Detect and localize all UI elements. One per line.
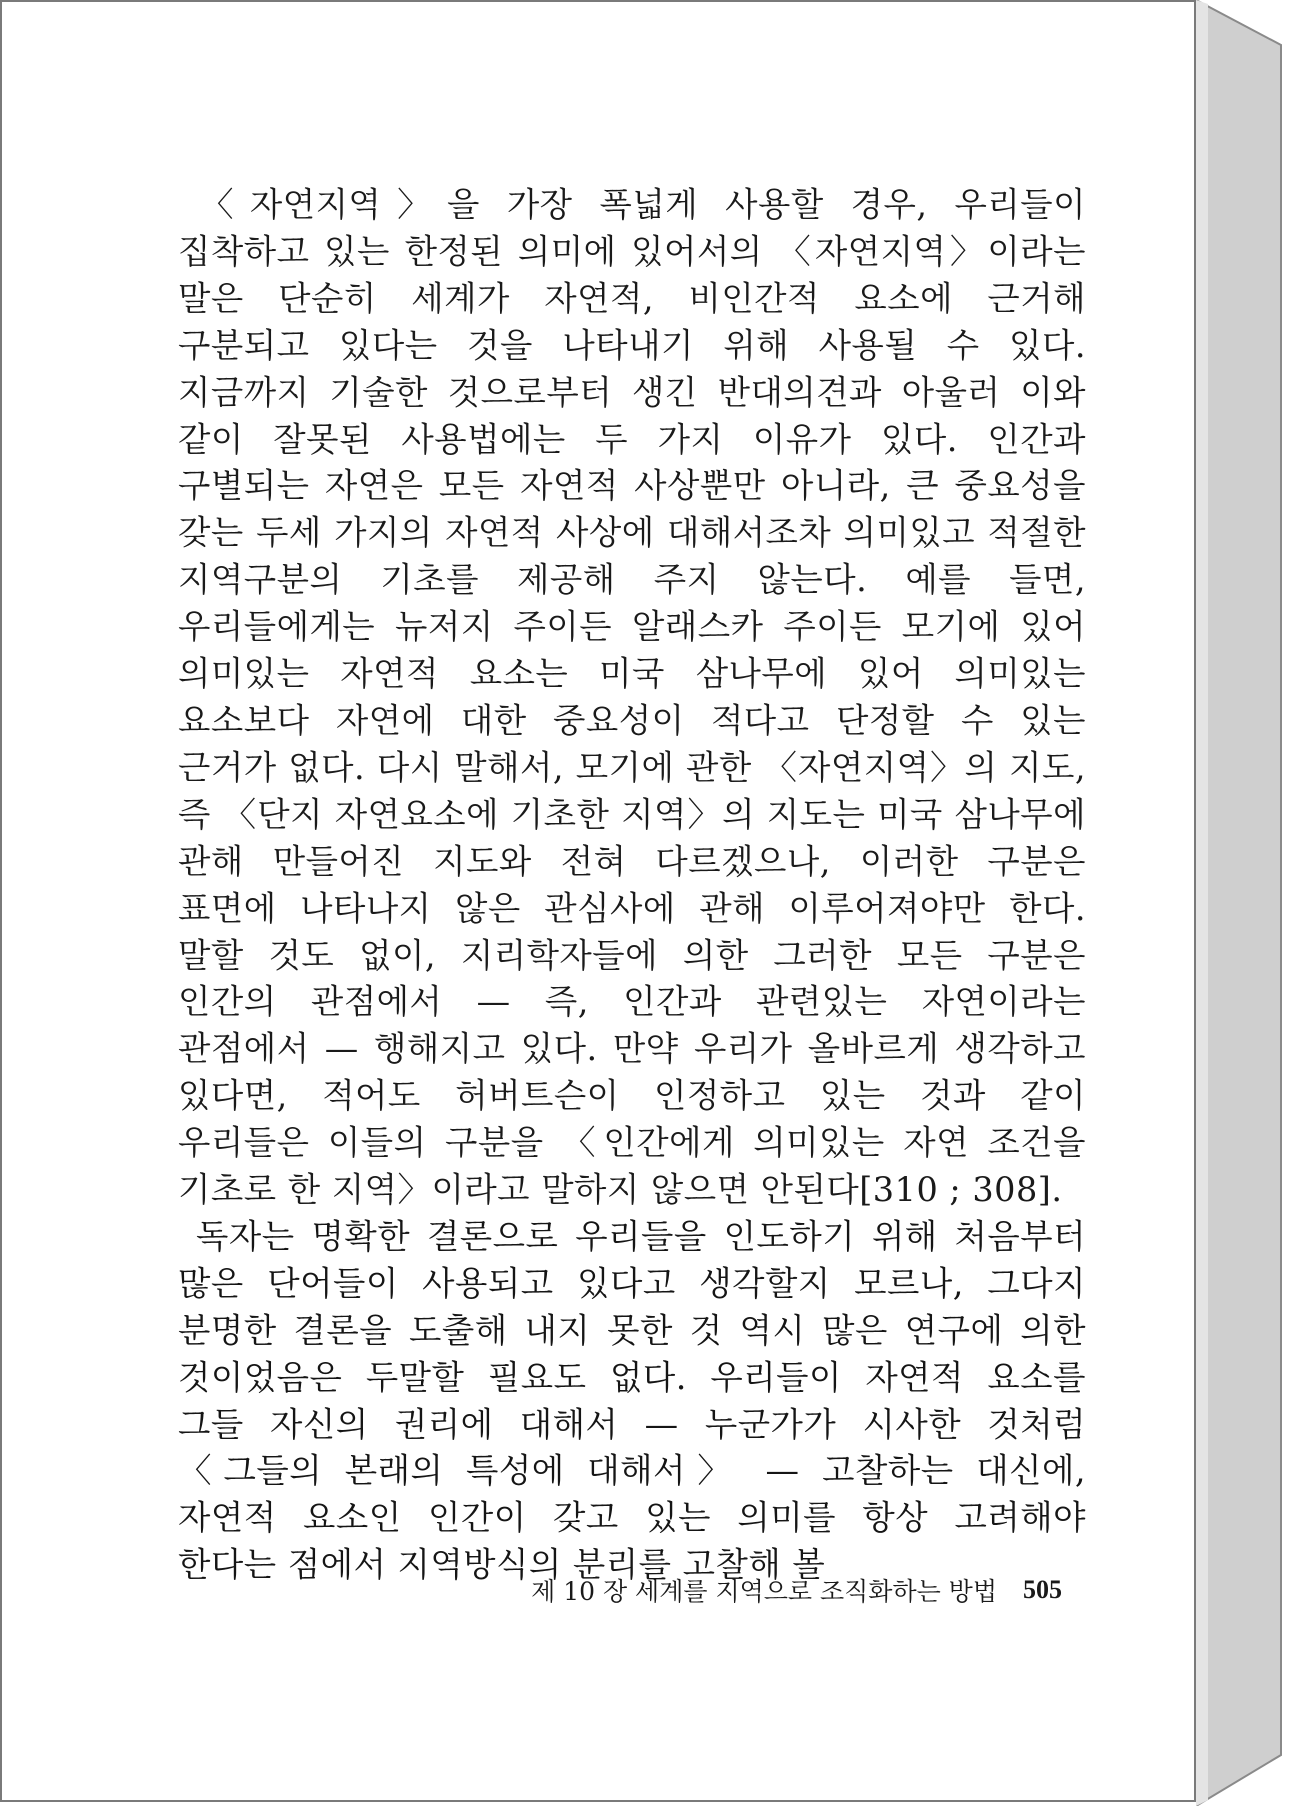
page-number: 505 [1023, 1575, 1062, 1604]
page-footer [482, 1572, 1062, 1608]
body-text [178, 182, 1086, 1589]
book-spine [1196, 0, 1303, 1806]
paragraph-1: 〈자연지역〉을 가장 폭넓게 사용할 경우, 우리들이 집착하고 있는 한정된 의미에 있어서의 〈자연지역〉이라는 말은 단순히 세계가 자연적, 비인간적 요소에 근거해 구분되고 있다는 것을 나타내기 위해 사용될 수 있다. 지금까지 기술한 것으로부터 생긴 반대의견과 아울러 이와 같이 잘못된 사용법에는 두 가지 이유가 있다. 인간과 구별되는 자연은 모든 자연적 사상뿐만 아니라, 큰 중요성을 갖는 두세 가지의 자연적 사상에 대해서조차 의미있고 적절한 지역구분의 기초를 제공해 주지 않는다. 예를 들면, 우리들에게는 뉴저지 주이든 알래스카 주이든 모기에 있어 의미있는 자연적 요소는 미국 삼나무에 있어 의미있는 요소보다 자연에 대한 중요성이 적다고 단정할 수 있는 근거가 없다. 다시 말해서, 모기에 관한 〈자연지역〉의 지도, 즉 〈단지 자연요소에 기초한 지역〉의 지도는 미국 삼나무에 관해 만들어진 지도와 전혀 다르겠으나, 이러한 구분은 표면에 나타나지 않은 관심사에 관해 이루어져야만 한다. 말할 것도 없이, 지리학자들에 의한 그러한 모든 구분은 인간의 관점에서 — 즉, 인간과 관련있는 자연이라는 관점에서 — 행해지고 있다. 만약 우리가 올바르게 생각하고 있다면, 적어도 허버트슨이 인정하고 있는 것과 같이 우리들은 이들의 구분을 〈인간에게 의미있는 자연 조건을 기초로 한 지역〉이라고 말하지 않으면 안된다[310 ; 308]. [178, 185, 1086, 1210]
running-head: 제 10 장 세계를 지역으로 조직화하는 방법 [531, 1577, 997, 1606]
paragraph-2: 독자는 명확한 결론으로 우리들을 인도하기 위해 처음부터 많은 단어들이 사용되고 있다고 생각할지 모르나, 그다지 분명한 결론을 도출해 내지 못한 것 역시 많은 연구에 의한 것이었음은 두말할 필요도 없다. 우리들이 자연적 요소를 그들 자신의 권리에 대해서 — 누군가가 시사한 것처럼 〈그들의 본래의 특성에 대해서〉 — 고찰하는 대신에, 자연적 요소인 인간이 갖고 있는 의미를 항상 고려해야 한다는 점에서 지역방식의 분리를 고찰해 볼 [178, 1216, 1086, 1585]
